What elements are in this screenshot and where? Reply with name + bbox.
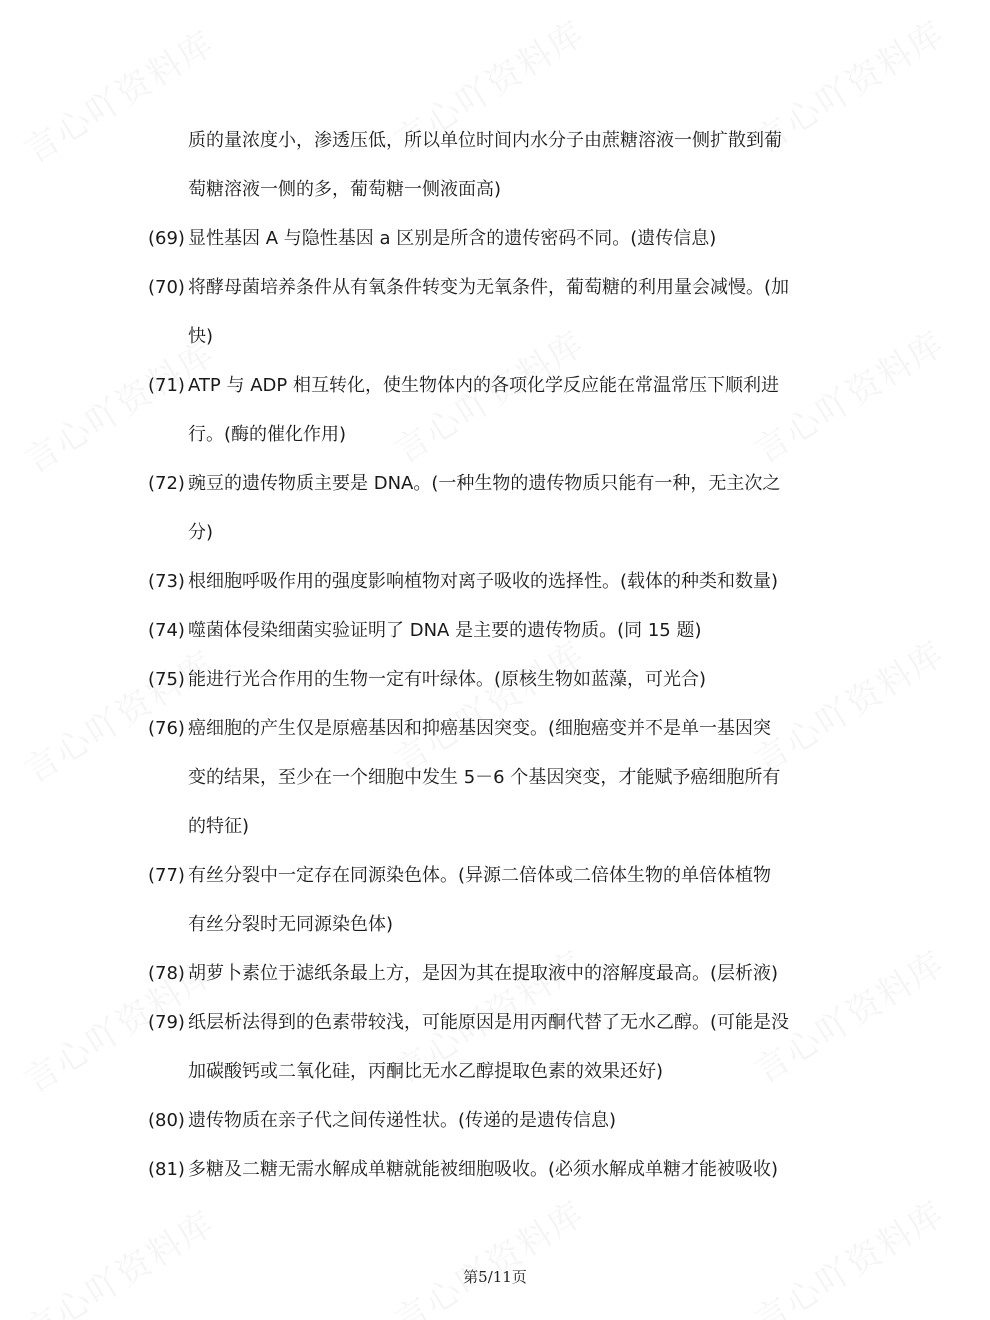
watermark bbox=[383, 1186, 592, 1320]
line-text: 显性基因 A 与隐性基因 a 区别是所含的遗传密码不同。(遗传信息) bbox=[188, 228, 717, 249]
text-line bbox=[148, 900, 848, 949]
line-text: 萄糖溶液一侧的多，葡萄糖一侧液面高) bbox=[188, 179, 502, 200]
text-line bbox=[148, 116, 848, 165]
item-line bbox=[148, 1145, 848, 1194]
text-line bbox=[148, 312, 848, 361]
line-text: 豌豆的遗传物质主要是 DNA。(一种生物的遗传物质只能有一种，无主次之 bbox=[188, 473, 781, 494]
item-line bbox=[148, 263, 848, 312]
item-line bbox=[148, 949, 848, 998]
line-text: 噬菌体侵染细菌实验证明了 DNA 是主要的遗传物质。(同 15 题) bbox=[188, 620, 702, 641]
line-text: 能进行光合作用的生物一定有叶绿体。(原核生物如蓝藻，可光合) bbox=[188, 669, 707, 690]
line-text: 分) bbox=[188, 522, 214, 543]
item-line bbox=[148, 1096, 848, 1145]
line-text: 行。(酶的催化作用) bbox=[188, 424, 347, 445]
line-text: 遗传物质在亲子代之间传递性状。(传递的是遗传信息) bbox=[188, 1110, 617, 1131]
line-text: ATP 与 ADP 相互转化，使生物体内的各项化学反应能在常温常压下顺利进 bbox=[188, 375, 779, 396]
item-number: (79) bbox=[148, 1012, 185, 1033]
line-text: 有丝分裂中一定存在同源染色体。(异源二倍体或二倍体生物的单倍体植物 bbox=[188, 865, 772, 886]
document-body bbox=[148, 116, 848, 1194]
item-number: (81) bbox=[148, 1159, 185, 1180]
item-number: (72) bbox=[148, 473, 185, 494]
line-text: 多糖及二糖无需水解成单糖就能被细胞吸收。(必须水解成单糖才能被吸收) bbox=[188, 1159, 779, 1180]
item-line bbox=[148, 704, 848, 753]
item-line bbox=[148, 655, 848, 704]
watermark bbox=[743, 1186, 952, 1320]
item-number: (73) bbox=[148, 571, 185, 592]
text-line bbox=[148, 802, 848, 851]
item-number: (71) bbox=[148, 375, 185, 396]
line-text: 加碳酸钙或二氧化硅，丙酮比无水乙醇提取色素的效果还好) bbox=[188, 1061, 664, 1082]
line-text: 纸层析法得到的色素带较浅，可能原因是用丙酮代替了无水乙醇。(可能是没 bbox=[188, 1012, 790, 1033]
text-line bbox=[148, 753, 848, 802]
item-number: (75) bbox=[148, 669, 185, 690]
item-line bbox=[148, 214, 848, 263]
item-number: (69) bbox=[148, 228, 185, 249]
line-text: 快) bbox=[188, 326, 214, 347]
watermark bbox=[13, 1196, 222, 1320]
text-line bbox=[148, 1047, 848, 1096]
text-line bbox=[148, 165, 848, 214]
item-number: (80) bbox=[148, 1110, 185, 1131]
line-text: 有丝分裂时无同源染色体) bbox=[188, 914, 394, 935]
line-text: 根细胞呼吸作用的强度影响植物对离子吸收的选择性。(载体的种类和数量) bbox=[188, 571, 779, 592]
item-line bbox=[148, 361, 848, 410]
item-number: (74) bbox=[148, 620, 185, 641]
item-number: (76) bbox=[148, 718, 185, 739]
text-line bbox=[148, 410, 848, 459]
item-line bbox=[148, 459, 848, 508]
page-number: 第5/11页 bbox=[463, 1268, 527, 1286]
item-line bbox=[148, 851, 848, 900]
item-number: (70) bbox=[148, 277, 185, 298]
line-text: 将酵母菌培养条件从有氧条件转变为无氧条件，葡萄糖的利用量会减慢。(加 bbox=[188, 277, 790, 298]
line-text: 变的结果，至少在一个细胞中发生 5－6 个基因突变，才能赋予癌细胞所有 bbox=[188, 767, 781, 788]
line-text: 胡萝卜素位于滤纸条最上方，是因为其在提取液中的溶解度最高。(层析液) bbox=[188, 963, 779, 984]
item-line bbox=[148, 998, 848, 1047]
text-line bbox=[148, 508, 848, 557]
line-text: 的特征) bbox=[188, 816, 250, 837]
item-line bbox=[148, 606, 848, 655]
line-text: 质的量浓度小，渗透压低，所以单位时间内水分子由蔗糖溶液一侧扩散到葡 bbox=[188, 130, 782, 151]
line-text: 癌细胞的产生仅是原癌基因和抑癌基因突变。(细胞癌变并不是单一基因突 bbox=[188, 718, 772, 739]
item-number: (78) bbox=[148, 963, 185, 984]
item-number: (77) bbox=[148, 865, 185, 886]
item-line bbox=[148, 557, 848, 606]
